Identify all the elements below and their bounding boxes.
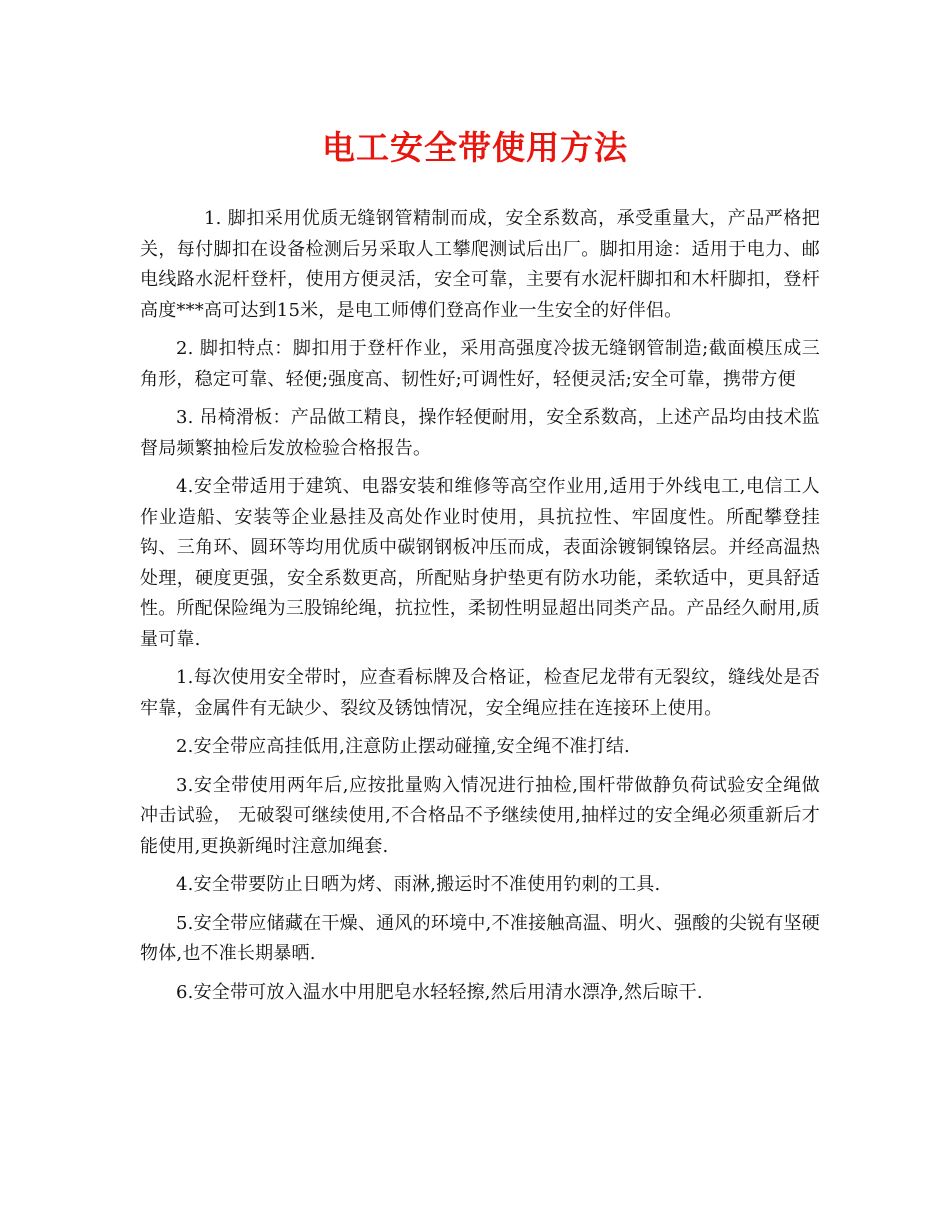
paragraph-5: 1.每次使用安全带时，应查看标牌及合格证，检查尼龙带有无裂纹，缝线处是否牢靠，金属件有无缺少、裂纹及锈蚀情况，安全绳应挂在连接环上使用。 bbox=[140, 667, 820, 719]
paragraph-9: 5.安全带应储藏在干燥、通风的环境中,不准接触高温、明火、强酸的尖锐有坚硬物体,也不准长期暴晒. bbox=[140, 912, 820, 964]
document-title: 电工安全带使用方法 bbox=[322, 128, 628, 167]
document-body bbox=[140, 204, 820, 1016]
paragraph-3: 3. 吊椅滑板：产品做工精良，操作轻便耐用，安全系数高，上述产品均由技术监督局频繁抽检后发放检验合格报告。 bbox=[140, 407, 820, 459]
paragraph-8: 4.安全带要防止日晒为烤、雨淋,搬运时不准使用钓刺的工具. bbox=[176, 874, 661, 895]
paragraph-1: 1. 脚扣采用优质无缝钢管精制而成，安全系数高，承受重量大，产品严格把关，每付脚扣在设备检测后另采取人工攀爬测试后出厂。脚扣用途：适用于电力、邮电线路水泥杆登杆，使用方便灵活，安全可靠，主要有水泥杆脚扣和木杆脚扣，登杆高度***高可达到15米，是电工师傅们登高作业一生安全的好伴侣。 bbox=[140, 208, 820, 321]
paragraph-7: 3.安全带使用两年后,应按批量购入情况进行抽检,围杆带做静负荷试验安全绳做冲击试验， 无破裂可继续使用,不合格品不予继续使用,抽样过的安全绳必须重新后才能使用,更换新绳时注意加绳套. bbox=[140, 774, 820, 857]
paragraph-10: 6.安全带可放入温水中用肥皂水轻轻擦,然后用清水漂净,然后晾干. bbox=[176, 981, 703, 1003]
paragraph-4: 4.安全带适用于建筑、电器安装和维修等高空作业用,适用于外线电工,电信工人作业造船、安装等企业悬挂及高处作业时使用，具抗拉性、牢固度性。所配攀登挂钩、三角环、圆环等均用优质中碳钢钢板冲压而成，表面涂镀铜镍铬层。并经高温热处理，硬度更强，安全系数更高，所配贴身护垫更有防水功能，柔软适中，更具舒适性。所配保险绳为三股锦纶绳，抗拉性，柔韧性明显超出同类产品。产品经久耐用,质量可靠. bbox=[140, 476, 820, 650]
paragraph-6: 2.安全带应高挂低用,注意防止摆动碰撞,安全绳不准打结. bbox=[176, 736, 630, 757]
paragraph-2: 2. 脚扣特点：脚扣用于登杆作业，采用高强度冷拔无缝钢管制造;截面模压成三角形，稳定可靠、轻便;强度高、韧性好;可调性好，轻便灵活;安全可靠，携带方便 bbox=[140, 338, 820, 390]
